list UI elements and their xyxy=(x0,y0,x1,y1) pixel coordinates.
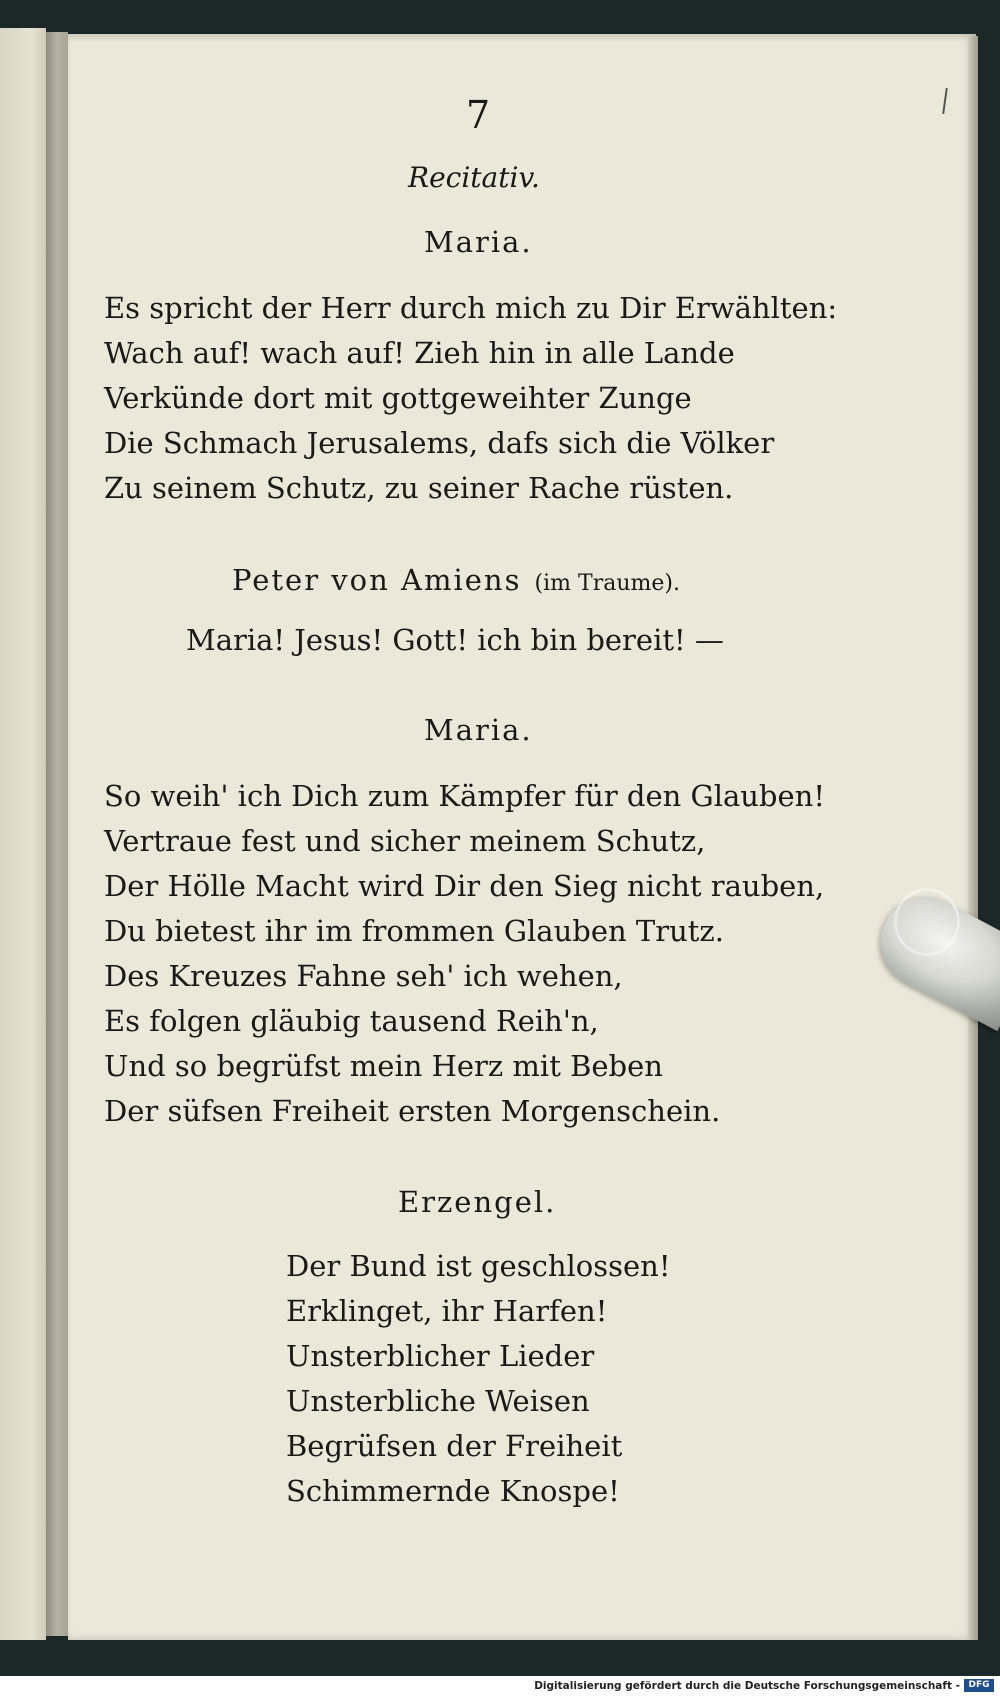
digitization-credit: Digitalisierung gefördert durch die Deutsche Forschungsgemeinschaft - xyxy=(534,1680,960,1692)
speaker-name: Maria. xyxy=(424,225,533,259)
verse-line: Du bietest ihr im frommen Glauben Trutz. xyxy=(104,914,724,948)
verse-line: Schimmernde Knospe! xyxy=(286,1474,620,1508)
verse-line: Begrüfsen der Freiheit xyxy=(286,1429,623,1463)
verse-line: Unsterblicher Lieder xyxy=(286,1339,595,1373)
speaker-name: Maria. xyxy=(424,713,533,747)
verse-line: Des Kreuzes Fahne seh' ich wehen, xyxy=(104,959,623,993)
glass-weight-highlight xyxy=(894,888,960,956)
verse-line: Verkünde dort mit gottgeweihter Zunge xyxy=(104,381,692,415)
verse-line: So weih' ich Dich zum Kämpfer für den Glauben! xyxy=(104,779,825,813)
verse-line: Zu seinem Schutz, zu seiner Rache rüsten. xyxy=(104,471,734,505)
verse-line: Der süfsen Freiheit ersten Morgenschein. xyxy=(104,1094,721,1128)
verse-line: Unsterbliche Weisen xyxy=(286,1384,590,1418)
speaker-name: Peter von Amiens xyxy=(232,563,522,597)
verse-line: Vertraue fest und sicher meinem Schutz, xyxy=(104,824,706,858)
verse-line: Der Hölle Macht wird Dir den Sieg nicht rauben, xyxy=(104,869,825,903)
dfg-logo: DFG xyxy=(964,1679,994,1692)
verse-line: Die Schmach Jerusalems, dafs sich die Völker xyxy=(104,426,775,460)
verse-line: Maria! Jesus! Gott! ich bin bereit! — xyxy=(186,623,724,657)
page-number: 7 xyxy=(466,93,491,137)
speaker-line xyxy=(232,563,680,597)
book-gutter xyxy=(46,32,68,1636)
verse-line: Und so begrüfst mein Herz mit Beben xyxy=(104,1049,663,1083)
verse-line: Der Bund ist geschlossen! xyxy=(286,1249,671,1283)
verse-line: Wach auf! wach auf! Zieh hin in alle Lande xyxy=(104,336,735,370)
stage-direction: (im Traume). xyxy=(534,571,680,596)
page-fore-edge xyxy=(968,36,978,1640)
verse-line: Es folgen gläubig tausend Reih'n, xyxy=(104,1004,599,1038)
verse-line: Es spricht der Herr durch mich zu Dir Erwählten: xyxy=(104,291,838,325)
section-heading: Recitativ. xyxy=(408,161,540,194)
speaker-name: Erzengel. xyxy=(398,1185,557,1219)
verse-line: Erklinget, ihr Harfen! xyxy=(286,1294,608,1328)
left-page-edge xyxy=(0,28,46,1640)
